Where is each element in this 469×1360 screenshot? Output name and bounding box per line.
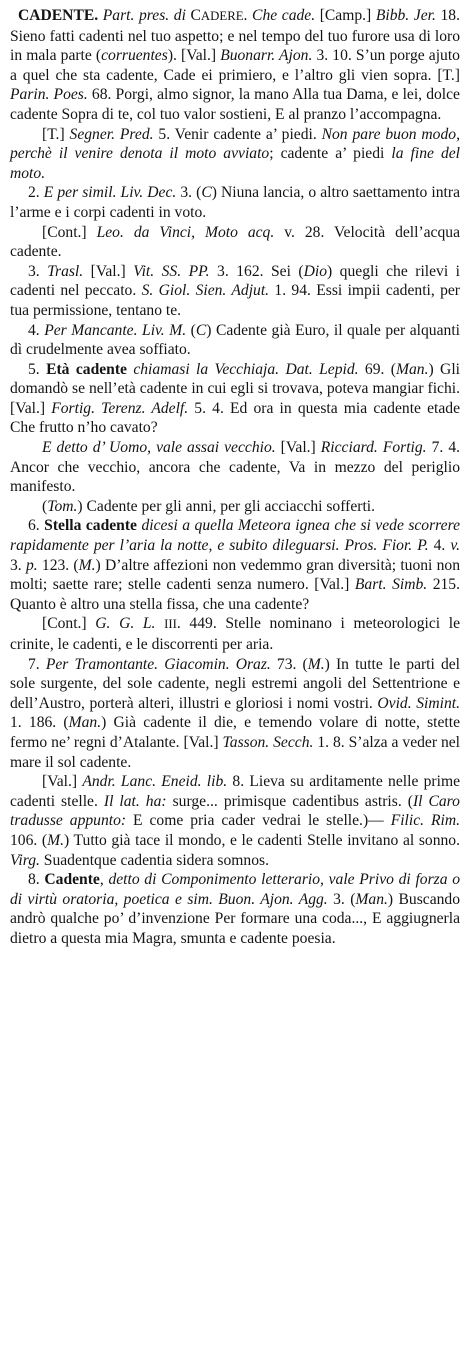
citation-paragraph: E detto d’ Uomo, vale assai vecchio. [Val.] Ricciard. Fortig. 7. 4. Ancor che vecchio, ancora che cadente, Va in mezzo del periglio manifesto.	[10, 439, 461, 496]
sense-paragraph: 3. Trasl. [Val.] Vit. SS. PP. 3. 162. Sei (Dio) quegli che rilevi i cadenti nel peccato. S. Giol. Sien. Adjut. 1. 94. Essi impii cadenti, per tua permissione, tentano te.	[10, 262, 460, 319]
entry-headword-paragraph: CADENTE. Part. pres. di CADERE. Che cade. [Camp.] Bibb. Jer. 18. Sieno fatti cadenti nel tuo aspetto; e nel tempo del tuo furore usa di loro in mala parte (corruentes). [Val.] Buonarr. Ajon. 3. 10. S’un porge ajuto a quel che sta cadente, Cade ei primiero, e l’altro gli vien sopra. [T.] Parin. Poes. 68. Porgi, almo signor, la mano Alla tua Dama, e lei, dolce cadente Sopra di te, col tuo valor sostieni, E al pranzo l’accompagna.	[10, 7, 461, 123]
sense-paragraph: 5. Età cadente chiamasi la Vecchiaja. Dat. Lepid. 69. (Man.) Gli domandò se nell’età cadente in cui egli si trovava, poteva mangiar fichi. [Val.] Fortig. Terenz. Adelf. 5. 4. Ed ora in questa mia cadente etade Che frutto n’ho cavato?	[10, 360, 460, 437]
citation-paragraph: [T.] Segner. Pred. 5. Venir cadente a’ piedi. Non pare buon modo, perchè il venire denota il moto avviato; cadente a’ piedi la fine del moto.	[10, 125, 460, 182]
sense-paragraph: 8. Cadente, detto di Componimento letterario, vale Privo di forza o di virtù oratoria, poetica e sim. Buon. Ajon. Agg. 3. (Man.) Buscando andrò qualche po’ d’invenzione Per formare una coda..., E aggiugnerla dietro a questa mia Magra, smunta e cadente poesia.	[10, 871, 461, 947]
sense-paragraph: 2. E per simil. Liv. Dec. 3. (C) Niuna lancia, o altro saettamento intra l’arme e i corpi cadenti in voto.	[10, 184, 460, 221]
sense-paragraph: 4. Per Mancante. Liv. M. (C) Cadente già Euro, il quale per alquanti dì crudelmente avea soffiato.	[10, 321, 460, 359]
sense-paragraph: 6. Stella cadente dicesi a quella Meteora ignea che si vede scorrere rapidamente per l’aria la notte, e subito dileguarsi. Pros. Fior. P. 4. v. 3. p. 123. (M.) D’altre affezioni non vedemmo gran diversità; tuoni non molti; saette rare; stelle cadenti senza numero. [Val.] Bart. Simb. 215. Quanto è altro una stella fissa, che una cadente?	[10, 517, 461, 613]
citation-paragraph: [Val.] Andr. Lanc. Eneid. lib. 8. Lieva su arditamente nelle prime cadenti stelle. Il lat. ha: surge... primisque cadentibus astris. (Il Caro tradusse appunto: E come pria cader vedrai le stelle.)— Filic. Rim. 106. (M.) Tutto già tace il mondo, e le cadenti Stelle invitano al sonno. Virg. Suadentque cadentia sidera somnos.	[10, 773, 460, 869]
sense-paragraph: 7. Per Tramontante. Giacomin. Oraz. 73. (M.) In tutte le parti del sole surgente, del sole cadente, negli estremi angoli del Settentrione e dell’Austro, porterà alteri, illustri e gloriosi i nomi vostri. Ovid. Simint. 1. 186. (Man.) Già cadente il die, e temendo volare di notte, stette fermo ne’ regni d’Atalante. [Val.] Tasson. Secch. 1. 8. S’alza a veder nel mare il sol cadente.	[10, 655, 461, 771]
citation-paragraph: (Tom.) Cadente per gli anni, per gli acciacchi sofferti.	[42, 497, 376, 515]
citation-paragraph: [Cont.] Leo. da Vinci, Moto acq. v. 28. Velocità dell’acqua cadente.	[10, 223, 460, 261]
dictionary-entry-cadente	[10, 6, 460, 949]
citation-paragraph: [Cont.] G. G. L. III. 449. Stelle nominano i meteorologici le crinite, le cadenti, e le discorrenti per aria.	[10, 615, 461, 653]
